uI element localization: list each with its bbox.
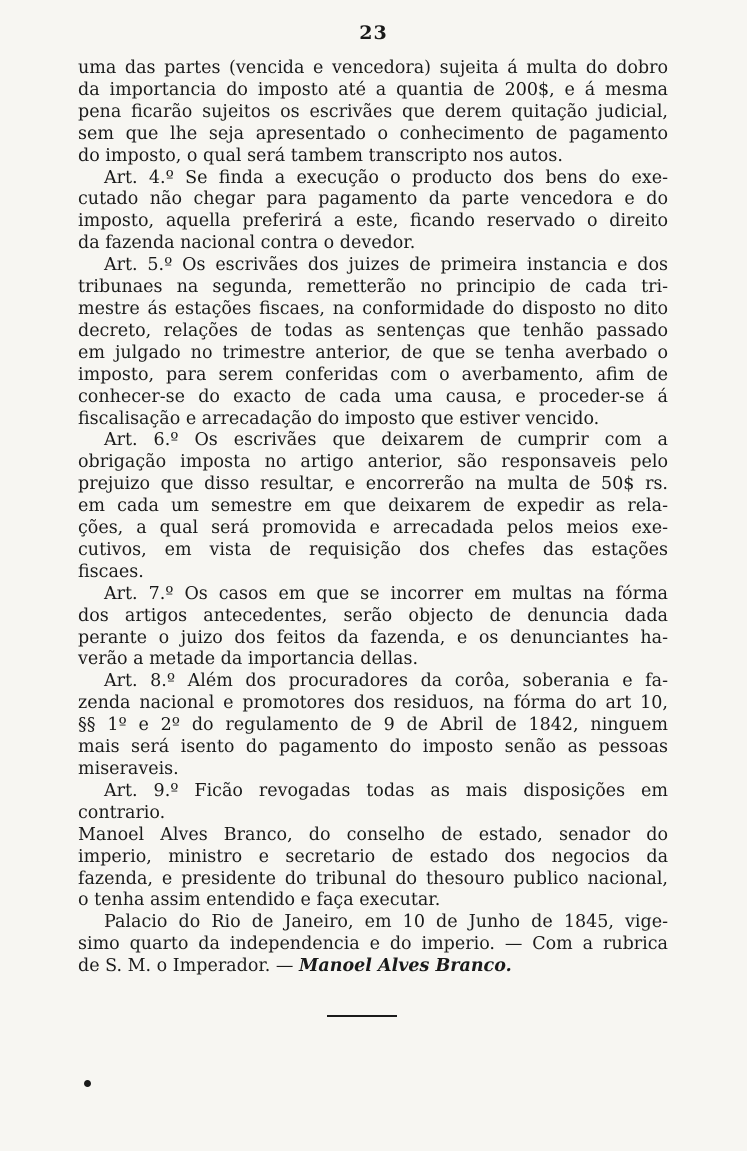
body-text [78, 58, 668, 978]
text-line: ções, a qual será promovida e arrecadada pelos meios exe- [78, 518, 668, 539]
text-line: miseraveis. [78, 759, 179, 779]
text-line: cutivos, em vista de requisição dos chefes das estações [78, 539, 668, 560]
text-line: o tenha assim entendido e faça executar. [78, 890, 441, 911]
signature-name: Manoel Alves Branco. [299, 956, 512, 977]
text-line: imperio, ministro e secretario de estado dos negocios da [78, 846, 668, 867]
text-line: prejuizo que disso resultar, e encorrerão na multa de 50$ rs. [78, 474, 668, 495]
text-line: §§ 1º e 2º do regulamento de 9 de Abril de 1842, ninguem [78, 715, 668, 736]
text-line: da importancia do imposto até a quantia de 200$, e á mesma [78, 79, 668, 100]
article-5-heading: Art. 5.º Os escrivães dos juizes de primeira instancia e dos [104, 255, 668, 276]
text-line: tribunaes na segunda, remetterão no principio de cada tri- [78, 277, 668, 298]
text-line: zenda nacional e promotores dos residuos, na fórma do art 10, [78, 693, 668, 714]
text-line: cutado não chegar para pagamento da parte vencedora e do [78, 189, 668, 210]
text-line: perante o juizo dos feitos da fazenda, e os denunciantes ha- [78, 627, 668, 648]
text-line: verão a metade da importancia dellas. [78, 649, 419, 670]
text-line: mais será isento do pagamento do imposto senão as pessoas [78, 737, 668, 758]
text-line: pena ficarão sujeitos os escrivães que derem quitação judicial, [78, 101, 668, 122]
signature-line [78, 956, 668, 978]
article-9-heading: Art. 9.º Ficão revogadas todas as mais disposições em [104, 780, 668, 801]
signature-prefix: de S. M. o Imperador. — [78, 956, 294, 977]
text-line: uma das partes (vencida e vencedora) sujeita á multa do dobro [78, 58, 668, 78]
text-line: simo quarto da independencia e do imperio. — Com a rubrica [78, 934, 668, 955]
article-8-heading: Art. 8.º Além dos procuradores da corôa, soberania e fa- [104, 671, 668, 692]
section-divider [327, 1015, 397, 1017]
article-7-heading: Art. 7.º Os casos em que se incorrer em multas na fórma [104, 583, 668, 604]
text-line: contrario. [78, 802, 166, 823]
text-line: em cada um semestre em que deixarem de expedir as rela- [78, 496, 668, 517]
text-line: Manoel Alves Branco, do conselho de estado, senador do [78, 824, 668, 845]
text-line: em julgado no trimestre anterior, de que se tenha averbado o [78, 342, 668, 363]
text-line: decreto, relações de todas as sentenças que tenhão passado [78, 320, 668, 341]
text-line: sem que lhe seja apresentado o conhecimento de pagamento [78, 123, 668, 144]
text-line: imposto, aquella preferirá a este, ficando reservado o direito [78, 211, 668, 232]
text-line: obrigação imposta no artigo anterior, são responsaveis pelo [78, 452, 668, 473]
text-line: conhecer-se do exacto de cada uma causa, e proceder-se á [78, 386, 668, 407]
ink-dot [84, 1080, 91, 1087]
article-6-heading: Art. 6.º Os escrivães que deixarem de cumprir com a [104, 430, 668, 451]
text-line: da fazenda nacional contra o devedor. [78, 233, 416, 254]
text-line: mestre ás estações fiscaes, na conformidade do disposto no dito [78, 298, 668, 319]
article-4-heading: Art. 4.º Se finda a execução o producto dos bens do exe- [104, 167, 668, 188]
text-line: fiscalisação e arrecadação do imposto que estiver vencido. [78, 408, 600, 429]
text-line: dos artigos antecedentes, serão objecto de denuncia dada [78, 605, 668, 626]
text-line: Palacio do Rio de Janeiro, em 10 de Junho de 1845, vige- [104, 912, 668, 933]
page-number: 23 [359, 22, 388, 44]
text-line: do imposto, o qual será tambem transcripto nos autos. [78, 145, 563, 166]
text-line: imposto, para serem conferidas com o averbamento, afim de [78, 364, 668, 385]
text-line: fazenda, e presidente do tribunal do thesouro publico nacional, [78, 868, 668, 889]
text-line: fiscaes. [78, 561, 144, 582]
